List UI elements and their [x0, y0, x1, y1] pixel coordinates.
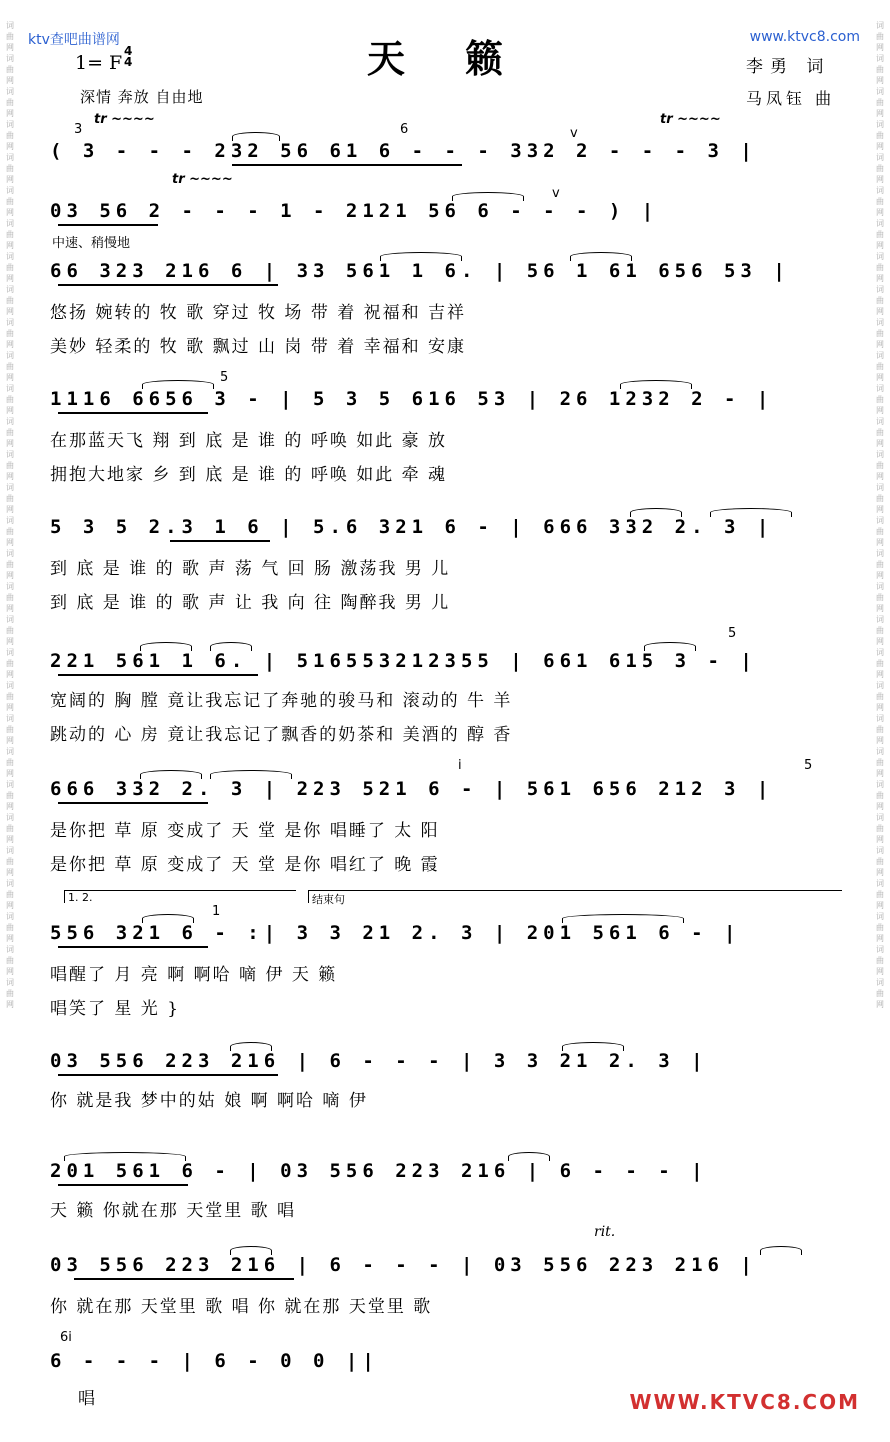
- slur: [710, 508, 792, 517]
- breath-mark: v: [552, 186, 560, 201]
- slur: [562, 914, 684, 923]
- lyric-verse-1: 在那蓝天飞 翔 到 底 是 谁 的 呼唤 如此 豪 放: [50, 431, 448, 451]
- notation-line: 03 556 223 216 | 6 - - - | 03 556 223 216 |: [50, 1254, 757, 1276]
- slur: [630, 508, 682, 517]
- volta-first-second-ending: 1. 2.: [64, 890, 296, 903]
- lyric-verse-1: 唱: [78, 1389, 97, 1409]
- song-title: 天籁: [366, 36, 563, 81]
- lyric-verse-2: 跳动的 心 房 竟让我忘记了飘香的奶茶和 美酒的 醇 香: [50, 725, 513, 745]
- notation-line: 6 - - - | 6 - 0 0 ||: [50, 1350, 379, 1372]
- slur: [230, 1042, 272, 1051]
- lyricist-credit: 李勇 词: [746, 57, 831, 77]
- lyric-verse-2: 美妙 轻柔的 牧 歌 飘过 山 岗 带 着 幸福和 安康: [50, 337, 467, 357]
- grace-note: 6: [400, 122, 409, 137]
- grace-note: 1: [212, 904, 221, 919]
- tuplet-slur: [232, 132, 280, 141]
- slur: [64, 1152, 186, 1161]
- slur: [508, 1152, 550, 1161]
- notation-line: 1116 6656 3 - | 5 3 5 616 53 | 26 1232 2 - |: [50, 388, 774, 410]
- notation-line: 5 3 5 2.3 1 6 | 5.6 321 6 - | 666 332 2. 3 |: [50, 516, 774, 538]
- notation-line: 03 556 223 216 | 6 - - - | 3 3 21 2. 3 |: [50, 1050, 708, 1072]
- slur: [562, 1042, 624, 1051]
- lyric-verse-1: 悠扬 婉转的 牧 歌 穿过 牧 场 带 着 祝福和 吉祥: [50, 303, 467, 323]
- key-signature: 1= F: [75, 52, 123, 74]
- watermark-left: 词曲网词曲网词曲网词曲网词曲网词曲网词曲网词曲网词曲网词曲网词曲网词曲网词曲网词曲网词曲网词曲网词曲网词曲网词曲网词曲网词曲网词曲网词曲网词曲网词曲网词曲网词曲网词曲网词曲网词曲网: [6, 21, 14, 1009]
- lyric-verse-1: 天 籁 你就在那 天堂里 歌 唱: [50, 1201, 297, 1221]
- source-site-left[interactable]: ktv查吧曲谱网: [28, 32, 120, 48]
- breath-mark: v: [570, 126, 578, 141]
- notation-line: 66 323 216 6 | 33 561 1 6. | 56 1 61 656 53 |: [50, 260, 790, 282]
- trill-mark: tr ~~~~: [94, 112, 155, 127]
- beam-underline: [58, 802, 208, 804]
- lyric-verse-1: 是你把 草 原 变成了 天 堂 是你 唱睡了 太 阳: [50, 821, 440, 841]
- trill-mark: tr ~~~~: [660, 112, 721, 127]
- grace-note: i: [458, 758, 462, 773]
- lyric-verse-2: 唱笑了 星 光 }: [50, 999, 181, 1019]
- beam-underline: [170, 540, 270, 542]
- volta-coda: 结束句: [308, 890, 842, 903]
- slur: [142, 914, 194, 923]
- beam-underline: [58, 284, 278, 286]
- slur: [230, 1246, 272, 1255]
- composer-credit: 马凤钰 曲: [746, 89, 836, 108]
- grace-note: 5: [804, 758, 813, 773]
- lyric-verse-2: 到 底 是 谁 的 歌 声 让 我 向 往 陶醉我 男 儿: [50, 593, 451, 613]
- grace-note: 3: [74, 122, 83, 137]
- trill-mark: tr ~~~~: [172, 172, 233, 187]
- lyric-verse-1: 到 底 是 谁 的 歌 声 荡 气 回 肠 激荡我 男 儿: [50, 559, 451, 579]
- watermark-right: 词曲网词曲网词曲网词曲网词曲网词曲网词曲网词曲网词曲网词曲网词曲网词曲网词曲网词曲网词曲网词曲网词曲网词曲网词曲网词曲网词曲网词曲网词曲网词曲网词曲网词曲网词曲网词曲网词曲网词曲网: [876, 21, 884, 1009]
- meter-top: 4: [124, 44, 133, 58]
- beam-underline: [58, 1184, 188, 1186]
- beam-underline: [74, 1278, 294, 1280]
- lyric-verse-1: 宽阔的 胸 膛 竟让我忘记了奔驰的骏马和 滚动的 牛 羊: [50, 691, 513, 711]
- notation-line: 666 332 2. 3 | 223 521 6 - | 561 656 212 3 |: [50, 778, 774, 800]
- lyric-verse-2: 是你把 草 原 变成了 天 堂 是你 唱红了 晚 霞: [50, 855, 440, 875]
- lyric-verse-1: 唱醒了 月 亮 啊 啊哈 嘀 伊 天 籁: [50, 965, 338, 985]
- tuplet-slur: [452, 192, 524, 201]
- lyric-verse-2: 拥抱大地家 乡 到 底 是 谁 的 呼唤 如此 牵 魂: [50, 465, 448, 485]
- slur: [210, 642, 252, 651]
- ritardando-mark: rit.: [594, 1224, 616, 1240]
- time-signature: [124, 46, 132, 68]
- slur: [760, 1246, 802, 1255]
- notation-line: 201 561 6 - | 03 556 223 216 | 6 - - - |: [50, 1160, 708, 1182]
- lyric-verse-1: 你 就在那 天堂里 歌 唱 你 就在那 天堂里 歌: [50, 1297, 433, 1317]
- slur: [644, 642, 696, 651]
- notation-line: 221 561 1 6. | 516553212355 | 661 615 3 - |: [50, 650, 757, 672]
- beam-underline: [58, 674, 258, 676]
- slur: [380, 252, 462, 261]
- slur: [620, 380, 692, 389]
- grace-note: 5: [220, 370, 229, 385]
- slur: [140, 642, 192, 651]
- beam-underline: [58, 412, 208, 414]
- footer-site-logo[interactable]: WWW.KTVC8.COM: [629, 1390, 860, 1414]
- source-site-right[interactable]: www.ktvc8.com: [749, 29, 860, 45]
- notation-line: 03 56 2 - - - 1 - 2121 56 6 - - - ) |: [50, 200, 659, 222]
- slur: [210, 770, 292, 779]
- beam-underline: [232, 164, 462, 166]
- meter-bottom: 4: [124, 55, 133, 69]
- slur: [570, 252, 632, 261]
- slur: [142, 380, 214, 389]
- beam-underline: [58, 1074, 278, 1076]
- beam-underline: [58, 946, 208, 948]
- lyric-verse-1: 你 就是我 梦中的姑 娘 啊 啊哈 嘀 伊: [50, 1091, 368, 1111]
- grace-note: 6i: [60, 1330, 72, 1345]
- tempo-change-label: 中速、稍慢地: [52, 236, 131, 251]
- grace-note: 5: [728, 626, 737, 641]
- notation-line: 556 321 6 - :| 3 3 21 2. 3 | 201 561 6 - |: [50, 922, 741, 944]
- notation-line: ( 3 - - - 232 56 61 6 - - - 332 2 - - - 3 |: [50, 140, 757, 162]
- slur: [140, 770, 202, 779]
- tempo-marking: 深情 奔放 自由地: [80, 88, 204, 106]
- beam-underline: [58, 224, 158, 226]
